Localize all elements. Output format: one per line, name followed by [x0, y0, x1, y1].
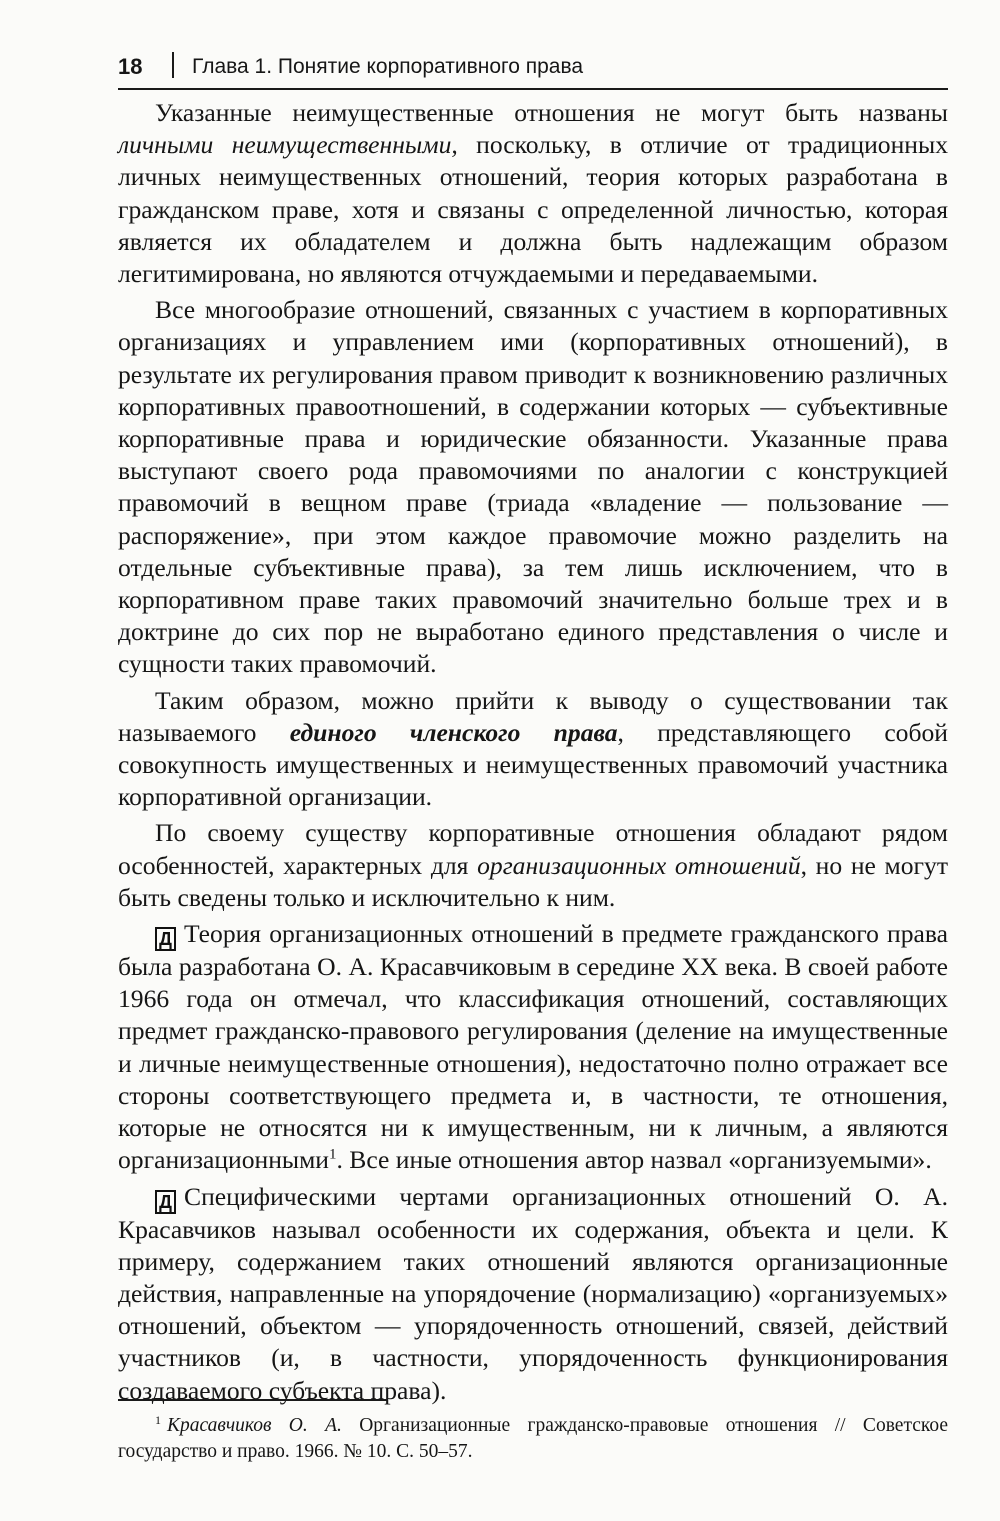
running-header — [118, 48, 948, 90]
paragraph-text: Теория организационных отношений в предмете гражданского права была разработана О. А. Красавчиковым в середине XX века. В своей работе 1966 года он отмечал, что классификация отношений, составляющих предмет гражданско-правового регулирования (деление на имущественные и личные неимущественные отношения), недостаточно полно отражает все стороны соответствующего предмета и, в частности, те отношения, которые не относятся ни к имущественным, ни к личным, а являются организационными — [118, 919, 948, 1175]
paragraph-text: , представляющего собой совокупность имущественных и неимущественных правомочий участника корпоративной организации. — [118, 717, 948, 812]
paragraph-2 — [118, 294, 948, 680]
footnote-reference[interactable]: 1 — [329, 1146, 337, 1163]
paragraph-text: Таким образом, можно прийти к выводу о существовании так называемого — [118, 685, 948, 747]
chapter-title: Глава 1. Понятие корпоративного права — [192, 55, 584, 78]
paragraph-5 — [118, 918, 948, 1176]
bold-italic-term: единого членского права — [289, 717, 618, 747]
header-separator — [172, 52, 174, 78]
paragraph-text: По своему существу корпоративные отношения обладают рядом особенностей, характерных для — [118, 818, 948, 880]
doctrine-marker-icon: Д — [155, 1190, 176, 1214]
footnote-author: Красавчиков О. А. — [167, 1415, 342, 1436]
italic-term: организационных отношений — [477, 850, 801, 880]
paragraph-4 — [118, 817, 948, 914]
paragraph-1 — [118, 97, 948, 290]
footnote-text: Организационные гражданско-правовые отношения // Советское государство и право. 1966. № 10. С. 50–57. — [118, 1415, 948, 1462]
main-text — [118, 97, 948, 1411]
italic-term: личными неимущественными, — [118, 130, 458, 160]
footnote — [118, 1413, 948, 1465]
page-number: 18 — [118, 54, 143, 79]
paragraph-6 — [118, 1181, 948, 1407]
paragraph-3 — [118, 685, 948, 814]
footnote-divider — [118, 1399, 388, 1401]
paragraph-text: Все многообразие отношений, связанных с участием в корпоративных организациях и управлением ими (корпоративных отношений), в результате их регулирования правом приводит к возникновению различных корпоративных правоотношений, в содержании которых — субъективные корпоративные права и юридические обязанности. Указанные права выступают своего рода правомочиями по аналогии с конструкцией правомочий в вещном праве (триада «владение — пользование — распоряжение», при этом каждое правомочие можно разделить на отдельные субъективные права), за тем лишь исключением, что в корпоративном праве таких правомочий значительно больше трех и в доктрине до сих пор не выработано единого представления о числе и сущности таких правомочий. — [118, 295, 948, 679]
footnote-number: 1 — [155, 1412, 161, 1427]
paragraph-text: Указанные неимущественные отношения не могут быть названы — [155, 98, 948, 127]
paragraph-text: Специфическими чертами организационных отношений О. А. Красавчиков называл особенности их содержания, объекта и цели. К примеру, содержанием таких отношений являются организационные действия, направленные на упорядочение (нормализацию) «организуемых» отношений, объектом — упорядоченность отношений, связей, действий участников (и, в частности, упорядоченность функционирования создаваемого субъекта права). — [118, 1181, 948, 1405]
paragraph-text: . Все иные отношения автор назвал «организуемыми». — [336, 1145, 932, 1175]
paragraph-text: , но не могут быть сведены только и исключительно к ним. — [118, 850, 948, 912]
paragraph-text: поскольку, в отличие от традиционных личных неимущественных отношений, теория которых разработана в гражданском праве, хотя и связаны с определенной личностью, которая является их обладателем и должна быть надлежащим образом легитимирована, но являются отчуждаемыми и передаваемыми. — [118, 130, 948, 289]
doctrine-marker-icon: Д — [155, 927, 176, 951]
